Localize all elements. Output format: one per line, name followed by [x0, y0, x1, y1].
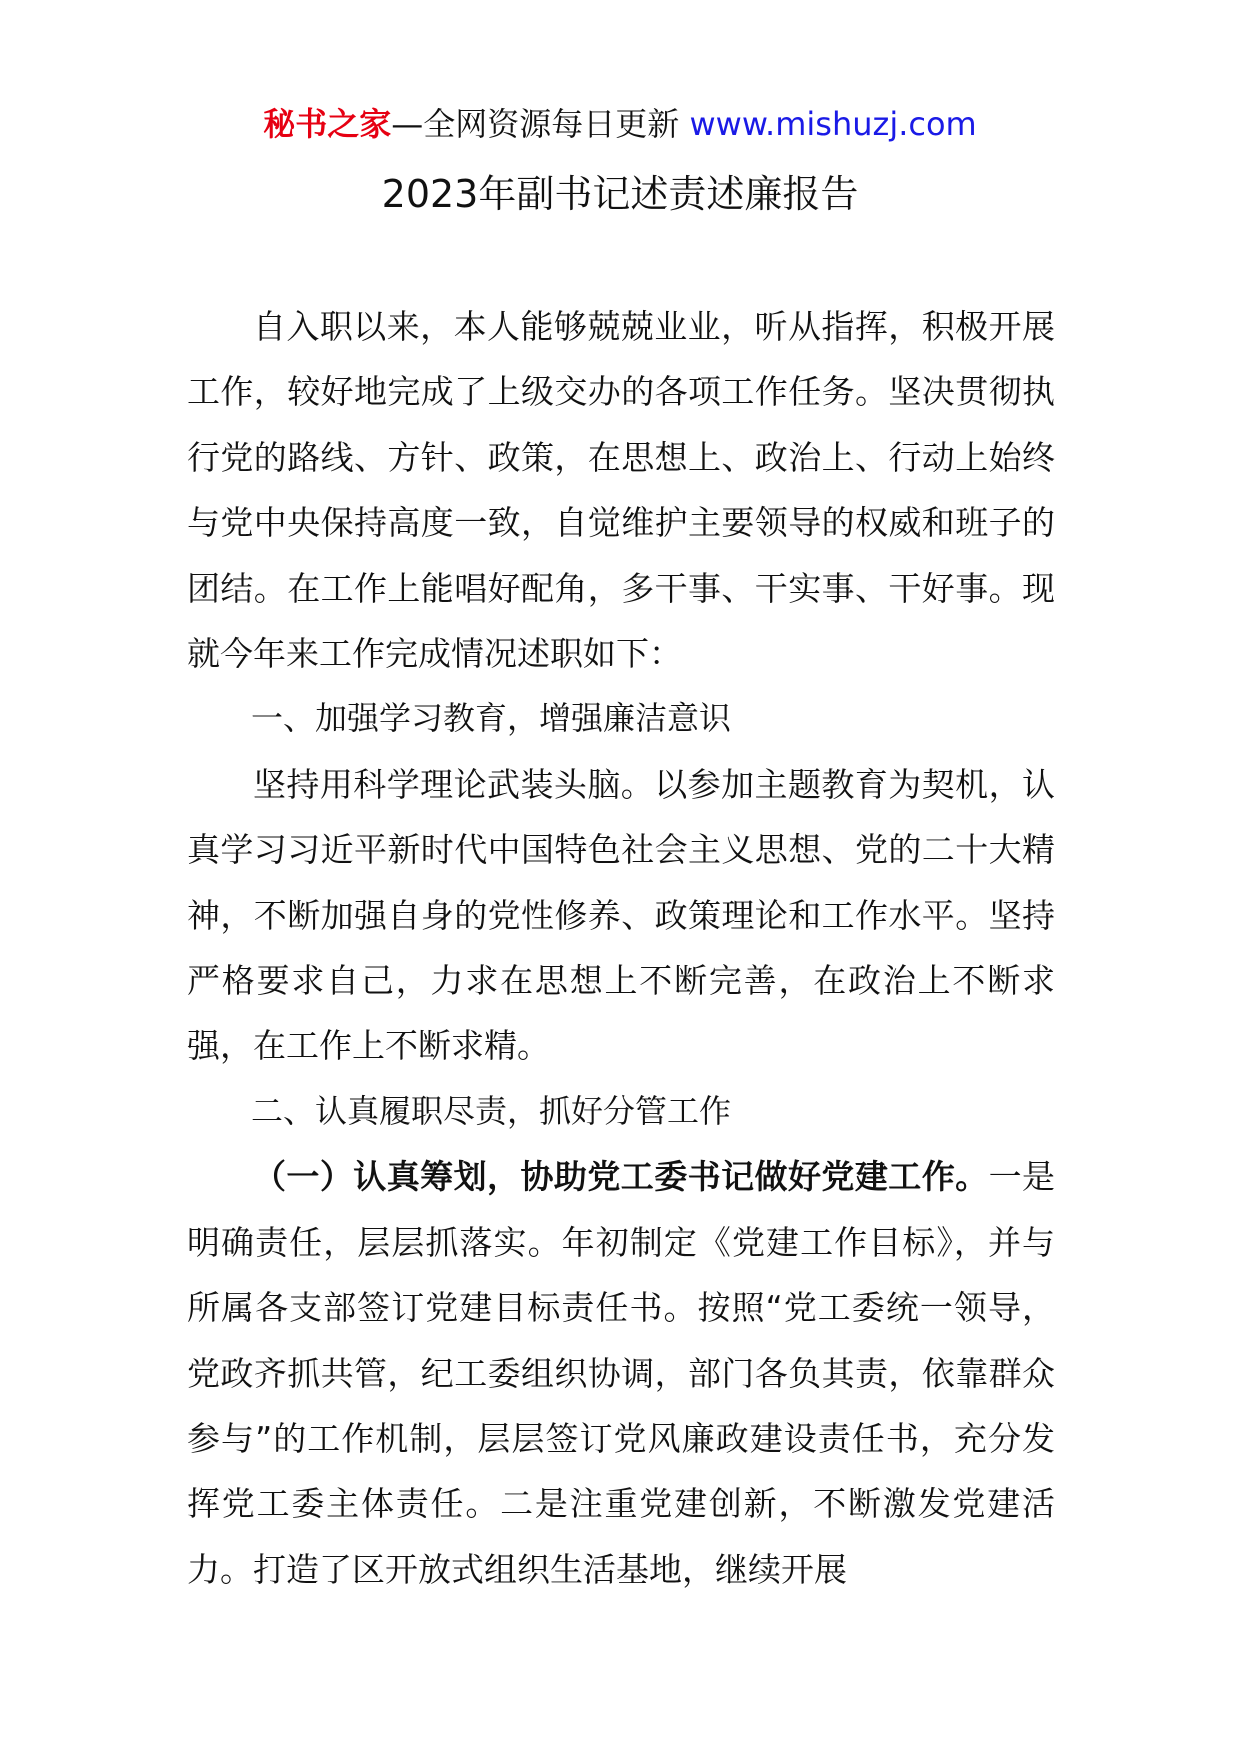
subsection-lead: （一）认真筹划，协助党工委书记做好党建工作。: [253, 1157, 989, 1197]
document-body: [187, 294, 1055, 1602]
section-paragraph-1: 坚持用科学理论武装头脑。以参加主题教育为契机，认真学习习近平新时代中国特色社会主义思想、党的二十大精神，不断加强自身的党性修养、政策理论和工作水平。坚持严格要求自己，力求在思想上不断完善，在政治上不断求强，在工作上不断求精。: [187, 764, 1055, 1066]
intro-paragraph: 自入职以来，本人能够兢兢业业，听从指挥，积极开展工作，较好地完成了上级交办的各项工作任务。坚决贯彻执行党的路线、方针、政策，在思想上、政治上、行动上始终与党中央保持高度一致，自觉维护主要领导的权威和班子的团结。在工作上能唱好配角，多干事、干实事、干好事。现就今年来工作完成情况述职如下：: [187, 307, 1055, 674]
site-header: [0, 100, 1240, 148]
document-title: 2023年副书记述责述廉报告: [381, 172, 859, 216]
brand-name: 秘书之家: [263, 105, 392, 143]
site-url[interactable]: www.mishuzj.com: [689, 105, 977, 143]
subsection-paragraph-1: [187, 1144, 1055, 1602]
section-heading-2: 二、认真履职尽责，抓好分管工作: [251, 1091, 732, 1130]
header-tagline: —全网资源每日更新: [391, 105, 690, 143]
subsection-text: 一是明确责任，层层抓落实。年初制定《党建工作目标》，并与所属各支部签订党建目标责任书。按照“党工委统一领导，党政齐抓共管，纪工委组织协调，部门各负其责，依靠群众参与”的工作机制，层层签订党风廉政建设责任书，充分发挥党工委主体责任。二是注重党建创新，不断激发党建活力。打造了区开放式组织生活基地，继续开展: [187, 1157, 1056, 1589]
section-heading-1: 一、加强学习教育，增强廉洁意识: [251, 699, 732, 738]
